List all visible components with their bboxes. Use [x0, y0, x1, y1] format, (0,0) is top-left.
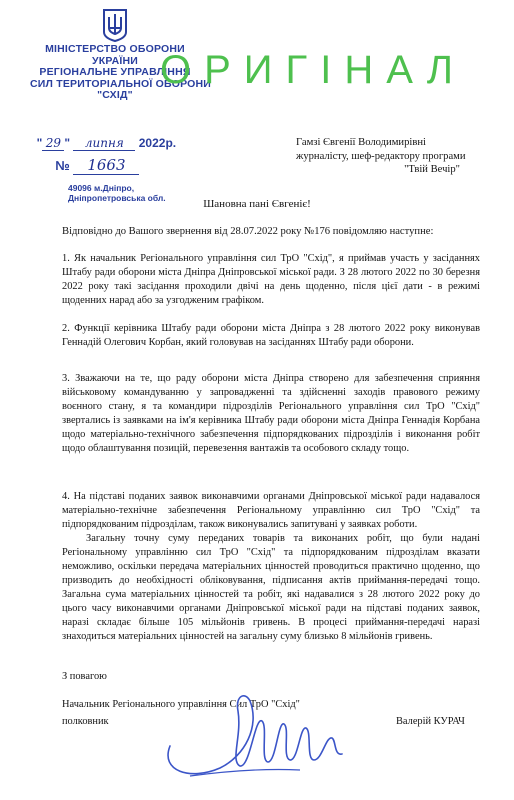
- stamp-date-year: 2022: [138, 136, 166, 150]
- stamp-number-value: 1663: [73, 156, 139, 175]
- stamp-number-label: №: [55, 158, 70, 173]
- trident-emblem-icon: [102, 8, 128, 42]
- addressee-program: "Твій Вечір": [404, 164, 460, 175]
- signatory-name: Валерій КУРАЧ: [396, 716, 465, 727]
- paragraph-5: Загальну точну суму переданих товарів та виконаних робіт, що були надані Регіональному управлінню сил ТрО "Схід" та підпорядкованим підрозділам вказати неможливо, оскільки передача матеріальних цінностей проводиться практично щоденно, що призводить до необхідності обліковування, підписання актів приймання-передачі тощо. Загальна сума матеріальних цінностей та робіт, які надавалися з 28 лютого 2022 року до цього часу виконавчими органами Дніпровської міської ради на підставі поданих заявок, наразі складає більше 105 мільйонів гривень. В процесі приймання-передачі наразі знаходиться матеріальних цінностей на загальну суму близько 8 мільйонів гривень.: [62, 533, 480, 642]
- addressee-name: Гамзі Євгенії Володимирівні: [296, 137, 426, 148]
- stamp-address-line-1: 49096 м.Дніпро,: [68, 183, 135, 193]
- intro-text: Відповідно до Вашого звернення від 28.07.2022 року №176 повідомляю наступне:: [62, 226, 434, 237]
- stamp-date-suffix: р.: [165, 136, 177, 150]
- signatory-rank: полковник: [62, 716, 109, 727]
- addressee-position: журналісту, шеф-редактору програми: [296, 150, 466, 162]
- stamp-line-3: РЕГІОНАЛЬНЕ УПРАВЛІННЯ: [39, 66, 191, 78]
- stamp-date: " 29 " липня 2022р.: [30, 136, 177, 150]
- stamp-line-2: УКРАЇНИ: [91, 54, 139, 67]
- stamp-line-4: СИЛ ТЕРИТОРІАЛЬНОЇ ОБОРОНИ: [30, 77, 212, 90]
- stamp-date-day: 29: [42, 136, 64, 151]
- signatory-position: Начальник Регіонального управління Сил ТрО "Схід": [62, 699, 300, 710]
- original-watermark: ОРИГІНАЛ: [160, 48, 467, 92]
- paragraph-2: 2. Функції керівника Штабу ради оборони міста Дніпра з 28 лютого 2022 року виконував Геннадій Олегович Корбан, який головував на засіданнях Штабу ради оборони.: [62, 323, 480, 348]
- addressee-block: [296, 136, 506, 177]
- handwritten-signature: [150, 676, 360, 786]
- closing: З повагою: [62, 671, 107, 682]
- stamp-line-5: "СХІД": [97, 89, 133, 101]
- greeting: Шановна пані Євгеніє!: [203, 198, 311, 210]
- paragraph-3: 3. Зважаючи на те, що раду оборони міста Дніпра створено для забезпечення сприяння військовому командуванню у запровадженні та здійсненні заходів правового режиму воєнного стану, я та командири підрозділів Регіонального управління сил ТрО "Схід" звертались із заявками на ім'я керівника Штабу ради оборони міста Дніпра Геннадія Корбана щодо матеріально-технічного забезпечення підпорядкованих підрозділів і виконання робіт щодо облаштування позицій, перевезення вантажів та особового складу тощо.: [62, 373, 480, 454]
- paragraph-1: 1. Як начальник Регіонального управління сил ТрО "Схід", я приймав участь у засіданнях Штабу ради оборони міста Дніпра Дніпровської міської ради. З 28 лютого 2022 по 30 березня 2022 року такі засідання проходили двічі на день щоденно, після цієї дати - в режимі щоденних нарад або за узгодженим графіком.: [62, 253, 480, 306]
- stamp-address-line-2: Дніпропетровська обл.: [68, 193, 166, 203]
- stamp-number: [30, 156, 200, 175]
- stamp-date-month: липня: [73, 136, 135, 151]
- paragraph-4: 4. На підставі поданих заявок виконавчими органами Дніпровської міської ради надавалося матеріально-технічне забезпечення Регіональному управлінню сил ТрО "Схід" та підпорядкованим підрозділам, також виконувались запитувані у заявках роботи.: [62, 491, 480, 530]
- stamp-line-1: МІНІСТЕРСТВО ОБОРОНИ: [45, 43, 185, 55]
- ministry-stamp: [30, 8, 212, 203]
